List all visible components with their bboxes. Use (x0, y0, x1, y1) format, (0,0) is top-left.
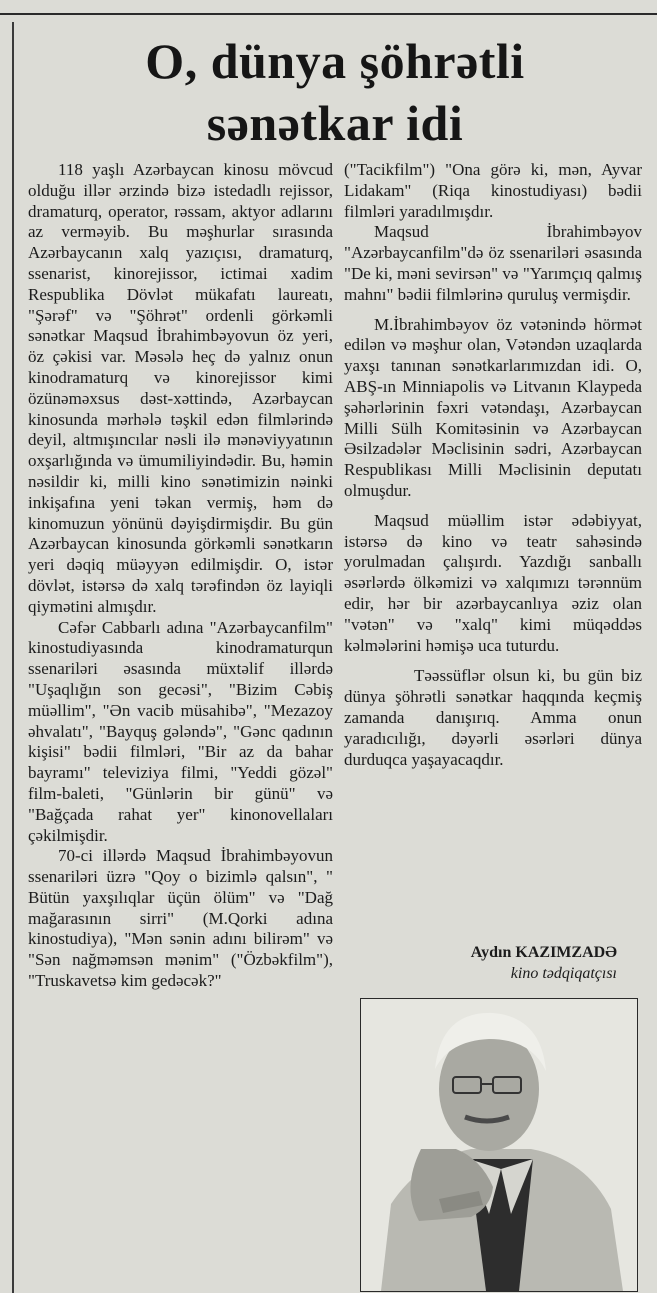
paragraph: 118 yaşlı Azərbaycan kinosu mövcud olduğu illər ərzində bizə istedadlı rejissor, dramaturq, operator, rəssam, aktyor adlarını az verməyib. Bu məşhurlar sırasında Azərbaycanın xalq yazıçısı, dramaturq, ssenarist, kinorejissor, ictimai xadim Respublika Dövlət mükafatı laureatı, "Şərəf" və "Şöhrət" ordenli görkəmli sənətkar Maqsud İbrahimbəyovun öz yeri, öz çəkisi var. Məsələ heç də yalnız onun kinodramaturq və kinorejissor kimi özünəməxsus dəst-xəttində, Azərbaycan kinosunda mərhələ təşkil edən filmlərində deyil, altmışıncılar nəsli ilə mənəviyyatının oxşarlığında və ümumiliyindədir. Bu, həmin nəsildir ki, milli kino sənətimizin nəinki inkişafına yeni təkan vermiş, həm də kinomuzun yönünü dəyişdirmişdir. Bu gün Azərbaycan kinosunda görkəmli sənətkarın yeri dəqiq müəyyən edilmişdir. O, istər dövlət, istərsə də xalq tərəfindən öz layiqli qiymətini almışdır. (28, 160, 333, 616)
portrait-illustration (361, 999, 637, 1291)
article-title-line-1: O, dünya şöhrətli (145, 33, 525, 89)
paragraph: Maqsud müəllim istər ədəbiyyat, istərsə də kino və teatr sahəsində yorulmadan çalışırdı. Yazdığı sanballı əsərlərdə ölkəmizi və xalqımızı tərənnüm edir, hər bir azərbaycanlıya əziz olan "vətən" və "xalq" kimi müqəddəs kəlmələrini həmişə uca tuturdu. (344, 510, 642, 655)
author-name: Aydın KAZIMZADƏ (470, 944, 617, 961)
paragraph: 70-ci illərdə Maqsud İbrahimbəyovun ssenariləri üzrə "Qoy o bizimlə qalsın", " Bütün yaxşılıqlar üçün ölüm" və "Dağ mağarasının sirri" (M.Qorki adına kinostudiya), "Mən sənin adını bilirəm" və "Sən nağməmsən mənim" ("Özbəkfilm"), "Truskavetsə kim gedəcək?" (28, 846, 333, 991)
column-rule (12, 22, 14, 1293)
paragraph: Təəssüflər olsun ki, bu gün biz dünya şöhrətli sənətkar haqqında keçmiş zamanda danışırıq. Amma onun yaradıcılığı, dəyərli əsərləri dünya durduqca yaşayacaqdır. (344, 666, 642, 769)
top-rule (0, 13, 657, 15)
left-column (28, 160, 333, 992)
paragraph: Cəfər Cabbarlı adına "Azərbaycanfilm" kinostudiyasında kinodramaturqun ssenariləri əsasında müxtəlif illərdə "Uşaqlığın son gecəsi", "Bizim Cəbiş müəllim", "Ən vacib müsahibə", "Mezazoy əhvalatı", "Bayquş gələndə", "Gənc qadının kişisi" bədii filmləri, "Bir az da bahar bayramı" televiziya filmi, "Yeddi gözəl" film-baleti, "Günlərin bir günü" və "Bağçada rahat yer" kinonovellaları çəkilmişdir. (28, 617, 333, 845)
author-signature (471, 942, 617, 984)
author-role: kino tədqiqatçısı (510, 965, 617, 982)
article-title-line-2: sənətkar idi (206, 95, 464, 151)
paragraph: ("Tacikfilm") "Ona görə ki, mən, Ayvar Lidakam" (Riqa kinostudiyası) bədii filmləri yaradılmışdır. (344, 160, 642, 221)
portrait-photo (360, 998, 638, 1292)
right-column (344, 160, 642, 770)
article-title (30, 30, 640, 154)
paragraph: M.İbrahimbəyov öz vətənində hörmət edilən və məşhur olan, Vətəndən uzaqlarda yaxşı tanınan sənətkarlarımızdan idi. O, ABŞ-ın Minniapolis və Litvanın Klaypeda şəhərlərinin fəxri vətəndaşı, Azərbaycan Milli Sülh Komitəsinin və Azərbaycan Əsilzadələr Məclisinin sədri, Azərbaycan Respublikası Milli Məclisinin deputatı olmuşdur. (344, 314, 642, 500)
paragraph: Maqsud İbrahimbəyov "Azərbaycanfilm"də öz ssenariləri əsasında "De ki, məni sevirsən" və "Yarımçıq qalmış mahnı" bədii filmlərinə quruluş vermişdir. (344, 222, 642, 304)
